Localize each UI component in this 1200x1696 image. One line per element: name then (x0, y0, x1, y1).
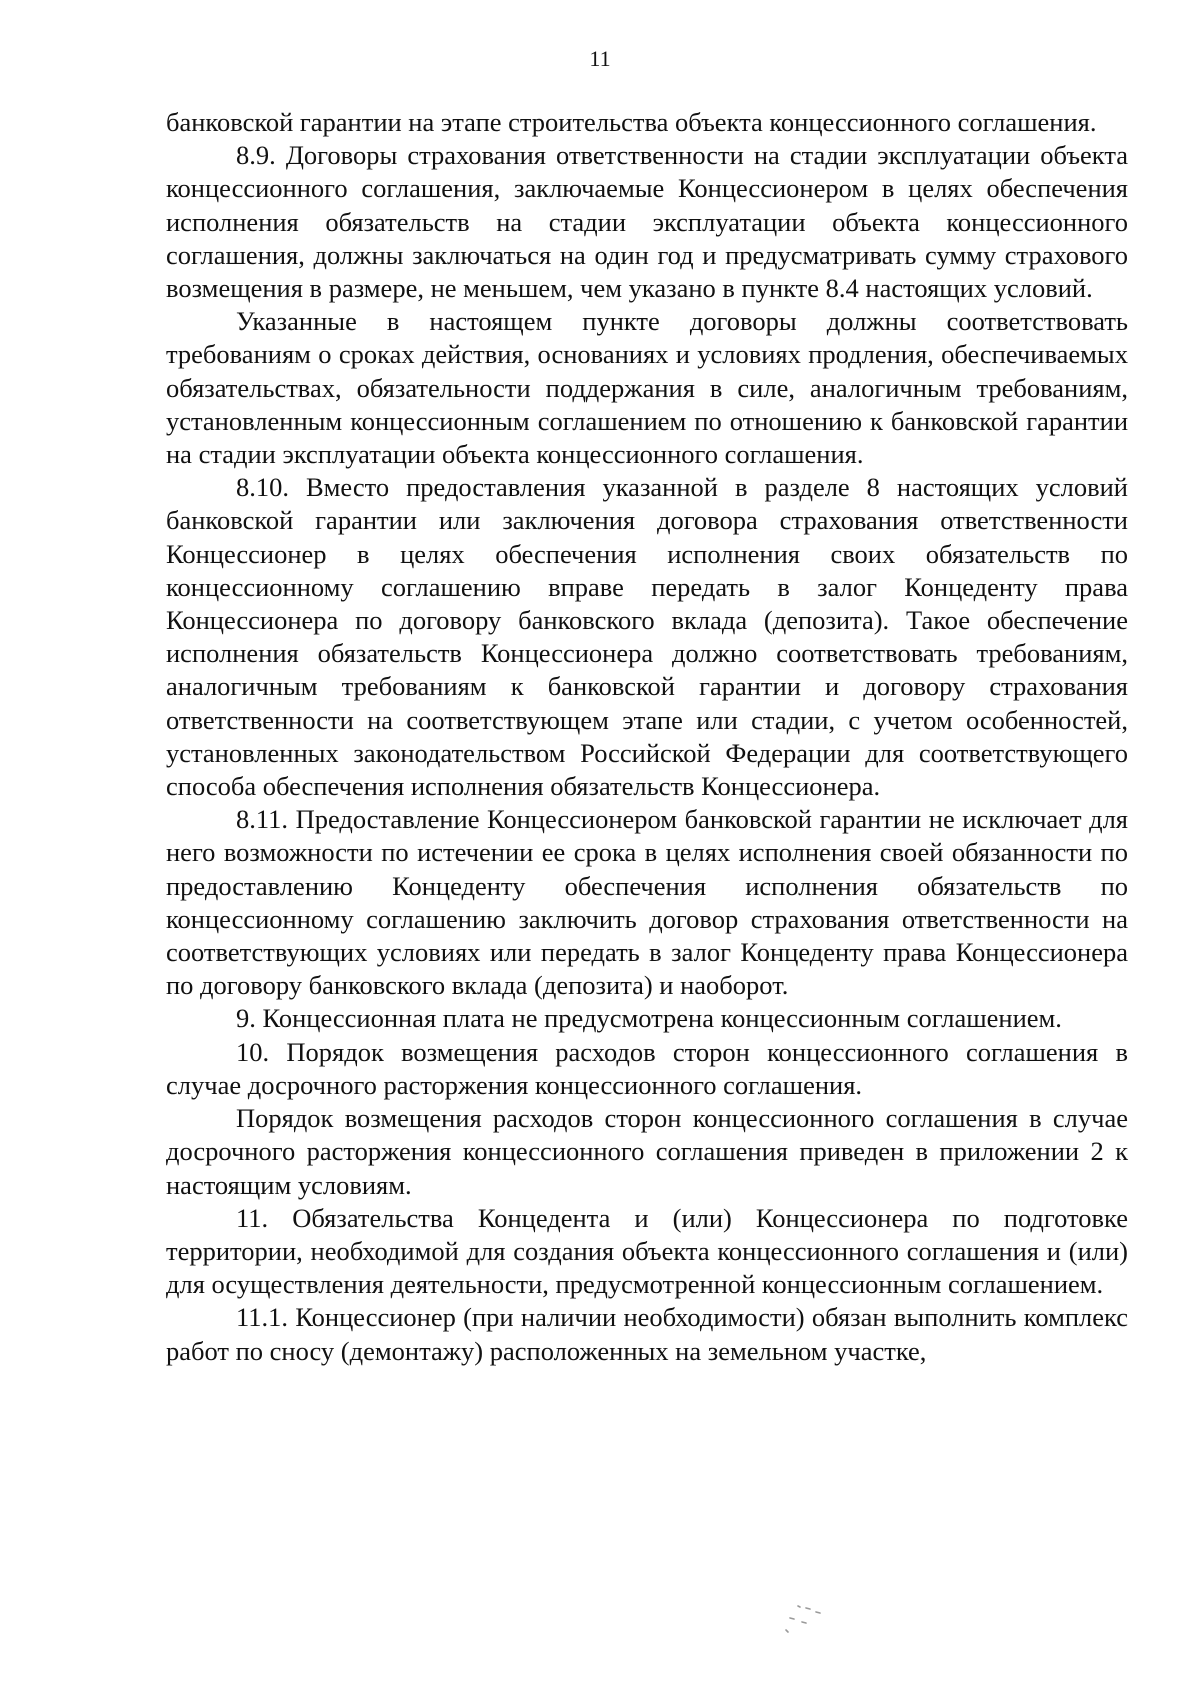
paragraph: Указанные в настоящем пункте договоры должны соответствовать требованиям о сроках действия, основаниях и условиях продления, обеспечиваемых обязательствах, обязательности поддержания в силе, аналогичным требованиям, установленным концессионным соглашением по отношению к банковской гарантии на стадии эксплуатации объекта концессионного соглашения. (166, 306, 1128, 470)
paragraph: 9. Концессионная плата не предусмотрена концессионным соглашением. (236, 1003, 1062, 1034)
paragraph: 11.1. Концессионер (при наличии необходимости) обязан выполнить комплекс работ по сносу (демонтажу) расположенных на земельном участке, (166, 1302, 1128, 1366)
scan-artifact-icon (780, 1600, 840, 1640)
paragraph: Порядок возмещения расходов сторон концессионного соглашения в случае досрочного расторжения концессионного соглашения приведен в приложении 2 к настоящим условиям. (166, 1103, 1128, 1200)
paragraph: банковской гарантии на этапе строительства объекта концессионного соглашения. (166, 107, 1097, 137)
paragraph: 8.10. Вместо предоставления указанной в разделе 8 настоящих условий банковской гарантии или заключения договора страхования ответственности Концессионер в целях обеспечения исполнения своих обязательств по концессионному соглашению вправе передать в залог Концеденту права Концессионера по договору банковского вклада (депозита). Такое обеспечение исполнения обязательств Концессионера должно соответствовать требованиям, аналогичным требованиям к банковской гарантии и договору страхования ответственности на соответствующем этапе или стадии, с учетом особенностей, установленных законодательством Российской Федерации для соответствующего способа обеспечения исполнения обязательств Концессионера. (166, 472, 1128, 802)
paragraph: 10. Порядок возмещения расходов сторон концессионного соглашения в случае досрочного расторжения концессионного соглашения. (166, 1036, 1128, 1100)
paragraph: 8.11. Предоставление Концессионером банковской гарантии не исключает для него возможности по истечении ее срока в целях исполнения своей обязанности по предоставлению Концеденту обеспечения исполнения обязательств по концессионному соглашению заключить договор страхования ответственности на соответствующих условиях или передать в залог Концеденту права Концессионера по договору банковского вклада (депозита) и наоборот. (166, 804, 1128, 1001)
page-number: 11 (589, 46, 611, 71)
document-body (166, 106, 1128, 1368)
paragraph: 8.9. Договоры страхования ответственности на стадии эксплуатации объекта концессионного соглашения, заключаемые Концессионером в целях обеспечения исполнения обязательств на стадии эксплуатации объекта концессионного соглашения, должны заключаться на один год и предусматривать сумму страхового возмещения в размере, не меньшем, чем указано в пункте 8.4 настоящих условий. (166, 140, 1128, 304)
paragraph: 11. Обязательства Концедента и (или) Концессионера по подготовке территории, необходимой для создания объекта концессионного соглашения и (или) для осуществления деятельности, предусмотренной концессионным соглашением. (166, 1202, 1128, 1300)
